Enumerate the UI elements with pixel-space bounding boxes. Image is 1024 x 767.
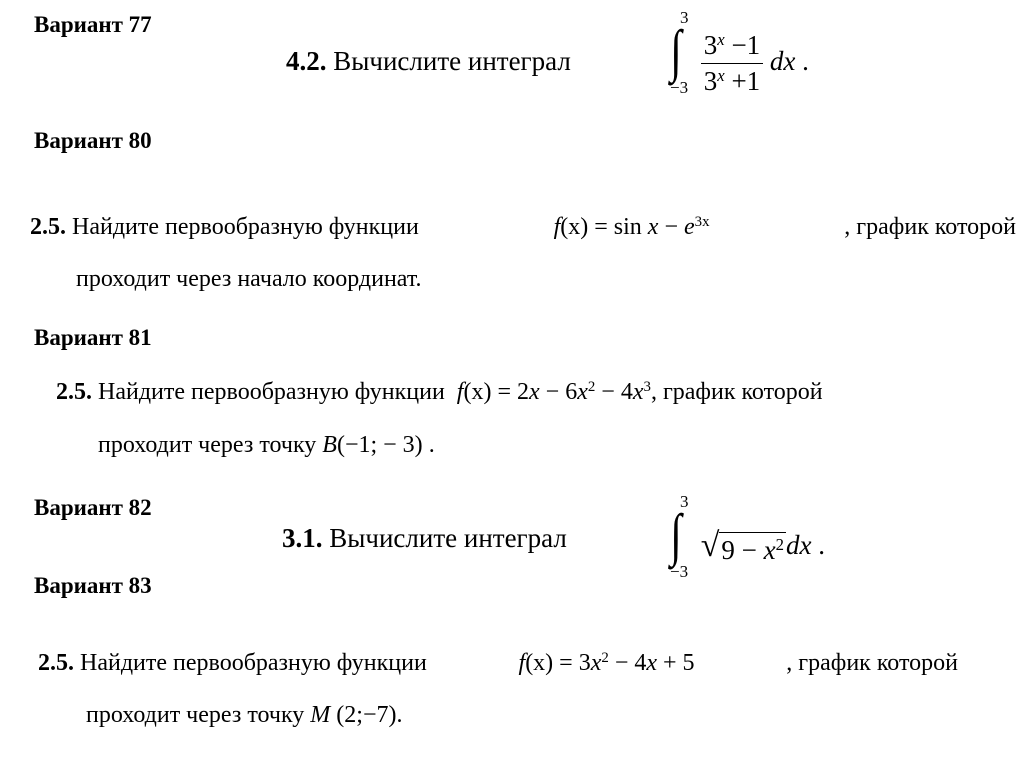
problem-text: Вычислите интеграл <box>333 46 571 76</box>
problem-83-line-2: проходит через точку M (2;−7). <box>86 702 403 728</box>
problem-81-line-2: проходит через точку B(−1; − 3) . <box>98 432 435 458</box>
problem-number: 2.5. <box>56 379 92 405</box>
problem-text-end: , график которой <box>650 379 823 405</box>
variant-81-heading: Вариант 81 <box>34 325 152 350</box>
problem-text: Вычислите интеграл <box>329 523 567 553</box>
differential: dx <box>769 46 796 76</box>
denominator: $3^x +1$ <box>703 66 761 97</box>
problem-83-line-1 <box>38 650 958 677</box>
variant-82-heading: Вариант 82 <box>34 495 152 520</box>
integral-sign-icon: ∫ 3 −3 <box>670 8 689 97</box>
lower-limit: −3 <box>670 562 689 581</box>
problem-number: 2.5. <box>30 214 66 240</box>
problem-77 <box>286 46 571 77</box>
square-root <box>701 529 786 566</box>
problem-80-line-1 <box>30 214 1016 241</box>
upper-limit: 3 <box>680 8 689 27</box>
problem-text-end: , график которой <box>786 650 958 676</box>
integrand-fraction <box>701 30 763 97</box>
problem-text: Найдите первообразную функции <box>72 214 419 240</box>
problem-text: Найдите первообразную функции <box>98 379 445 405</box>
numerator: $3^x -1$ <box>701 30 763 64</box>
problem-82 <box>282 523 567 554</box>
upper-limit: 3 <box>680 492 689 511</box>
point-coords: (−1; − 3) <box>336 432 423 458</box>
function-formula: $f(x) = 3x^2 - 4x + 5$ <box>518 649 695 676</box>
variant-80-heading: Вариант 80 <box>34 128 152 153</box>
variant-83-heading: Вариант 83 <box>34 573 152 598</box>
lower-limit: −3 <box>670 78 689 97</box>
problem-number: 4.2. <box>286 46 327 76</box>
problem-number: 2.5. <box>38 650 74 676</box>
radicand: $9 - x^2$ <box>719 532 786 566</box>
problem-text: Найдите первообразную функции <box>80 650 427 676</box>
problem-text-end: , график которой <box>844 214 1016 240</box>
integral-sign-icon: ∫ 3 −3 <box>670 492 689 581</box>
variant-77-heading: Вариант 77 <box>34 12 152 37</box>
point-label: B <box>322 432 337 458</box>
function-formula: $f(x) = \sin x - e^{3x}$ <box>553 213 710 240</box>
problem-80-line-2: проходит через начало координат. <box>76 266 422 292</box>
point-coords: (2;−7). <box>336 702 403 728</box>
radical-icon: √ <box>700 527 720 565</box>
problem-81-line-1 <box>56 379 823 406</box>
point-label: M <box>310 702 331 728</box>
integral-77: ∫ 3 −3 $\frac{3^x -1}{3^x +1}$ dx . <box>670 8 809 97</box>
integral-82: ∫ 3 −3 √ $9 - x^2$ dx . <box>670 492 825 581</box>
differential: dx <box>786 530 812 560</box>
problem-number: 3.1. <box>282 523 323 553</box>
function-formula: $f(x) = 2x - 6x^2 - 4x^3$ <box>456 378 651 405</box>
